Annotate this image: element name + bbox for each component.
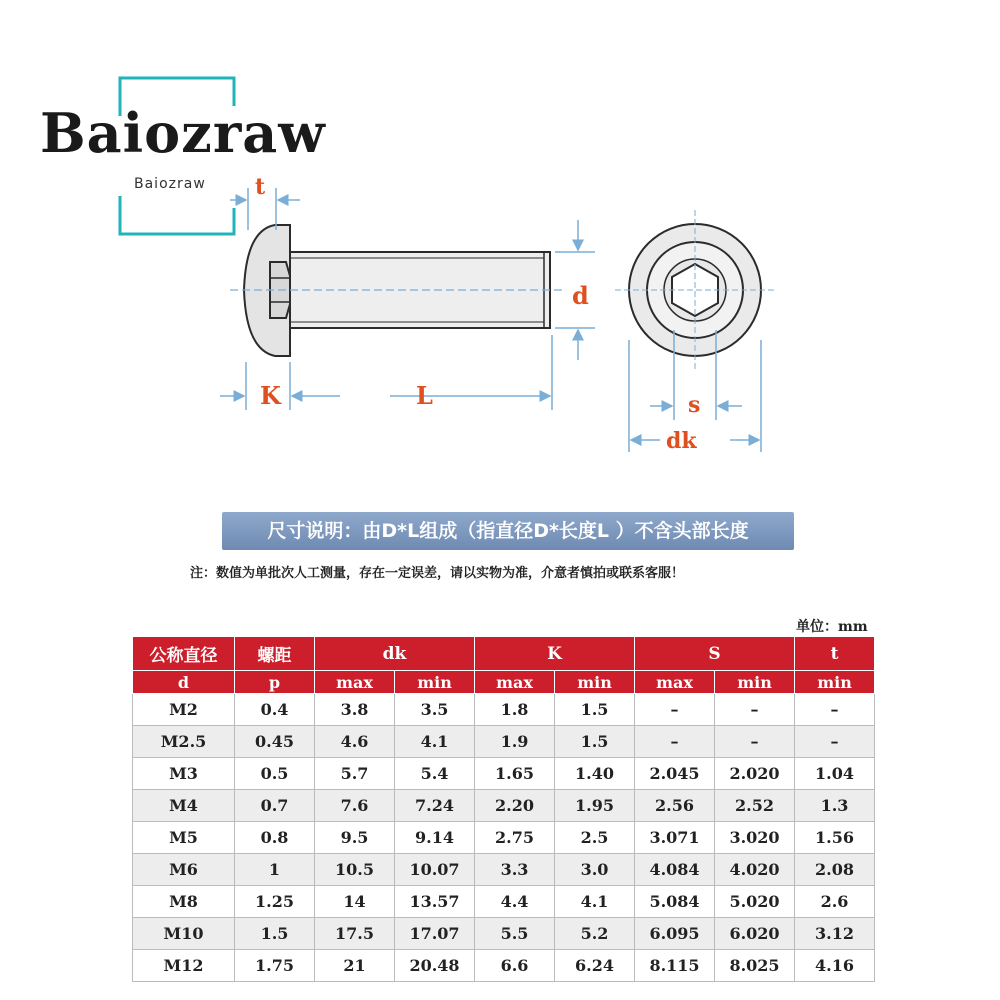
table-cell: 1.40: [555, 758, 635, 790]
table-cell: 0.8: [235, 822, 315, 854]
table-cell: 4.020: [715, 854, 795, 886]
table-cell: M2: [133, 694, 235, 726]
header-pitch: 螺距: [235, 637, 315, 671]
table-cell: 5.4: [395, 758, 475, 790]
table-cell: 1.04: [795, 758, 875, 790]
table-row: [133, 726, 875, 758]
subheader-K-min: min: [555, 671, 635, 694]
table-cell: 3.0: [555, 854, 635, 886]
table-cell: 14: [315, 886, 395, 918]
table-row: [133, 758, 875, 790]
subheader-K-max: max: [475, 671, 555, 694]
spec-banner: 尺寸说明：由D*L组成（指直径D*长度L ）不含头部长度: [222, 512, 794, 550]
label-s: s: [688, 392, 701, 418]
table-cell: 10.07: [395, 854, 475, 886]
table-cell: 1.75: [235, 950, 315, 982]
table-cell: 2.75: [475, 822, 555, 854]
table-cell: 5.7: [315, 758, 395, 790]
table-row: [133, 950, 875, 982]
table-cell: 6.095: [635, 918, 715, 950]
table-cell: M8: [133, 886, 235, 918]
table-cell: 1.5: [555, 726, 635, 758]
subheader-d: d: [133, 671, 235, 694]
table-cell: 1.25: [235, 886, 315, 918]
subheader-S-max: max: [635, 671, 715, 694]
table-cell: 7.24: [395, 790, 475, 822]
subheader-S-min: min: [715, 671, 795, 694]
subheader-t-min: min: [795, 671, 875, 694]
table-cell: 2.5: [555, 822, 635, 854]
label-K: K: [260, 381, 281, 410]
dim-t: [230, 174, 300, 230]
table-cell: 6.6: [475, 950, 555, 982]
table-row: [133, 694, 875, 726]
table-cell: 0.4: [235, 694, 315, 726]
brand-subtitle: Baiozraw: [134, 176, 206, 192]
table-cell: –: [795, 726, 875, 758]
table-cell: 1.95: [555, 790, 635, 822]
table-cell: –: [635, 694, 715, 726]
label-L: L: [416, 381, 433, 410]
table-header: [133, 637, 875, 671]
table-cell: 3.8: [315, 694, 395, 726]
table-cell: 8.115: [635, 950, 715, 982]
table-cell: 3.12: [795, 918, 875, 950]
table-cell: –: [715, 726, 795, 758]
table-cell: 17.07: [395, 918, 475, 950]
table-cell: 1.5: [555, 694, 635, 726]
table-row: [133, 918, 875, 950]
table-cell: 4.1: [555, 886, 635, 918]
table-cell: 9.14: [395, 822, 475, 854]
table-cell: M5: [133, 822, 235, 854]
table-cell: 1.3: [795, 790, 875, 822]
table-cell: 2.20: [475, 790, 555, 822]
table-cell: 4.6: [315, 726, 395, 758]
table-row: [133, 790, 875, 822]
subheader-dk-min: min: [395, 671, 475, 694]
table-cell: 2.08: [795, 854, 875, 886]
spec-table: [132, 636, 875, 982]
table-cell: M6: [133, 854, 235, 886]
table-cell: M3: [133, 758, 235, 790]
table-body: [133, 694, 875, 982]
table-cell: 4.4: [475, 886, 555, 918]
label-t: t: [255, 174, 266, 200]
brand-title: Baiozraw: [40, 101, 326, 165]
table-cell: M12: [133, 950, 235, 982]
table-cell: 13.57: [395, 886, 475, 918]
table-cell: 10.5: [315, 854, 395, 886]
table-cell: –: [715, 694, 795, 726]
subheader-dk-max: max: [315, 671, 395, 694]
table-cell: 1.9: [475, 726, 555, 758]
table-cell: 0.7: [235, 790, 315, 822]
table-cell: 6.020: [715, 918, 795, 950]
table-cell: 5.5: [475, 918, 555, 950]
header-S: S: [635, 637, 795, 671]
subheader-p: p: [235, 671, 315, 694]
table-cell: –: [795, 694, 875, 726]
table-row: [133, 822, 875, 854]
table-cell: 1.8: [475, 694, 555, 726]
table-cell: 21: [315, 950, 395, 982]
table-cell: 3.3: [475, 854, 555, 886]
table-cell: 8.025: [715, 950, 795, 982]
table-cell: 1: [235, 854, 315, 886]
table-row: [133, 886, 875, 918]
screw-side-view: [230, 225, 565, 356]
table-cell: 3.020: [715, 822, 795, 854]
table-cell: 2.6: [795, 886, 875, 918]
header-t: t: [795, 637, 875, 671]
table-cell: 2.52: [715, 790, 795, 822]
header-K: K: [475, 637, 635, 671]
table-cell: 4.084: [635, 854, 715, 886]
table-cell: M10: [133, 918, 235, 950]
screw-diagram: [210, 170, 800, 470]
table-cell: 1.65: [475, 758, 555, 790]
table-cell: 20.48: [395, 950, 475, 982]
header-dk: dk: [315, 637, 475, 671]
table-cell: 4.1: [395, 726, 475, 758]
spec-note: 注：数值为单批次人工测量，存在一定误差，请以实物为准，介意者慎拍或联系客服！: [190, 566, 685, 581]
table-cell: 4.16: [795, 950, 875, 982]
table-cell: 3.071: [635, 822, 715, 854]
table-cell: 17.5: [315, 918, 395, 950]
table-cell: 1.56: [795, 822, 875, 854]
table-cell: –: [635, 726, 715, 758]
table-row: [133, 854, 875, 886]
table-cell: 2.56: [635, 790, 715, 822]
label-d: d: [572, 281, 589, 310]
table-cell: 7.6: [315, 790, 395, 822]
table-cell: 5.2: [555, 918, 635, 950]
label-dk: dk: [666, 428, 697, 454]
table-cell: M2.5: [133, 726, 235, 758]
table-cell: 6.24: [555, 950, 635, 982]
table-cell: 0.5: [235, 758, 315, 790]
screw-head-view: [615, 210, 775, 370]
table-cell: 3.5: [395, 694, 475, 726]
table-cell: 0.45: [235, 726, 315, 758]
table-cell: M4: [133, 790, 235, 822]
unit-label: 单位：mm: [796, 619, 868, 635]
table-cell: 1.5: [235, 918, 315, 950]
table-cell: 9.5: [315, 822, 395, 854]
table-subheader: [133, 671, 875, 694]
table-cell: 5.020: [715, 886, 795, 918]
table-cell: 5.084: [635, 886, 715, 918]
table-cell: 2.020: [715, 758, 795, 790]
table-cell: 2.045: [635, 758, 715, 790]
header-nominal-diameter: 公称直径: [133, 637, 235, 671]
